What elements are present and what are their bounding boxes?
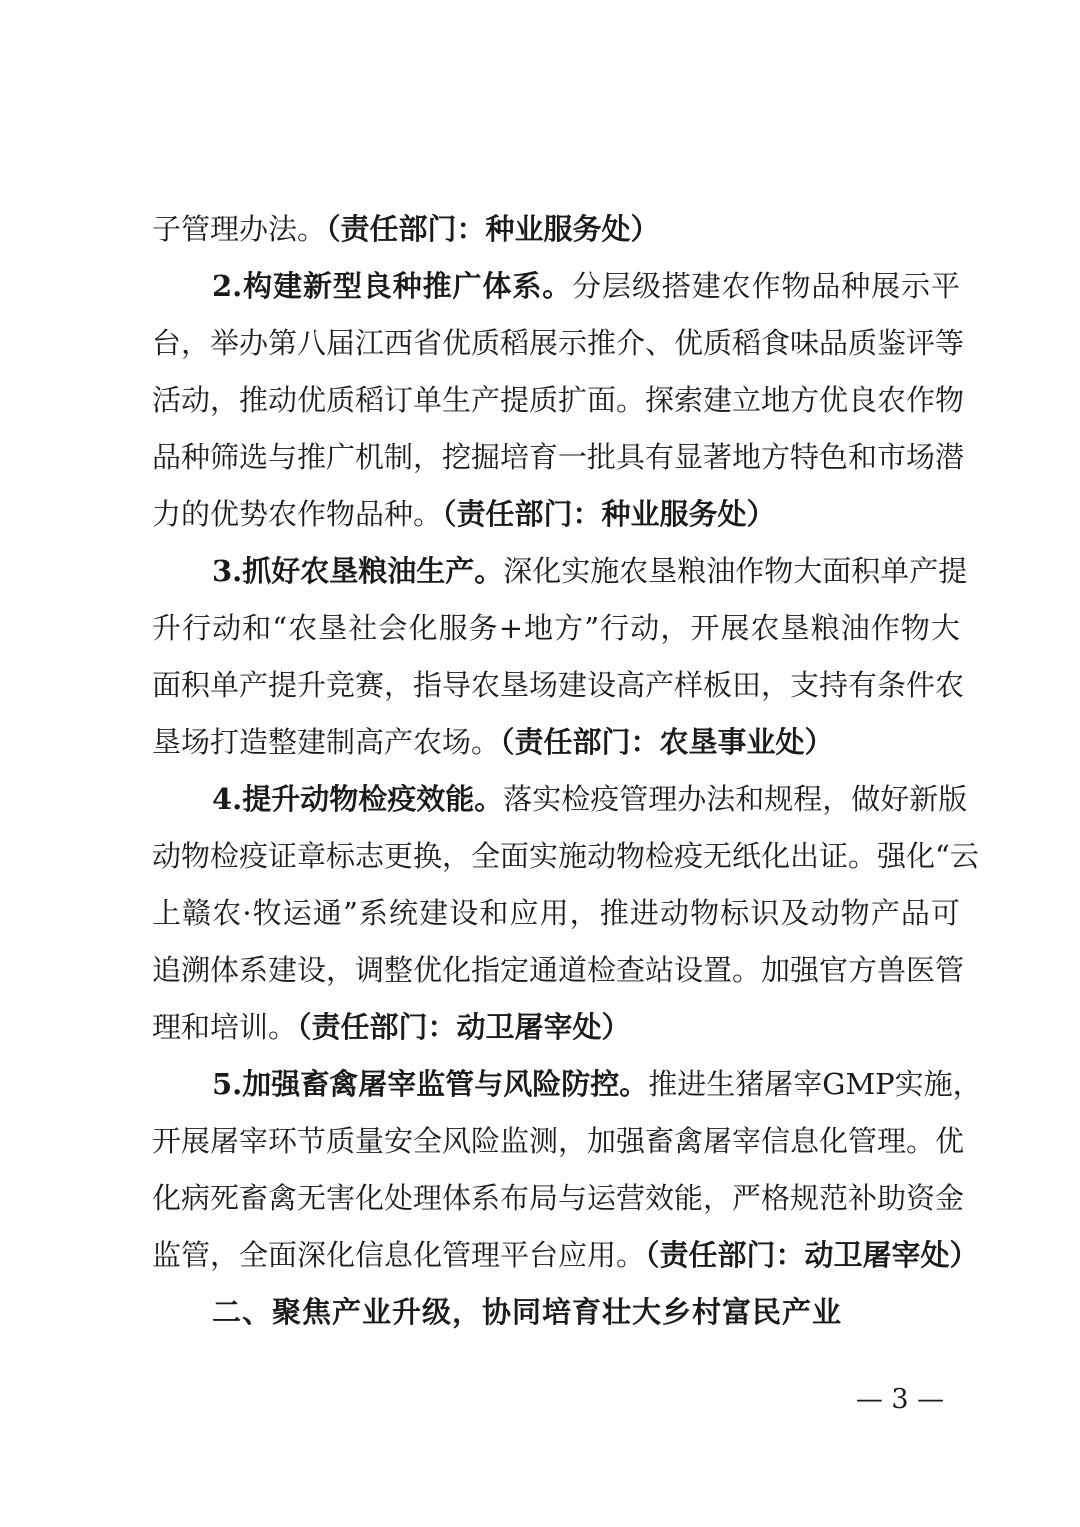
line-text: 活动，推动优质稻订单生产提质扩面。探索建立地方优良农作物	[152, 383, 965, 417]
line-text: 面积单产提升竞赛，指导农垦场建设高产样板田，支持有条件农	[152, 668, 965, 702]
paragraph-line	[212, 1064, 982, 1104]
paragraph-line	[152, 893, 960, 933]
paragraph-line	[152, 608, 960, 648]
paragraph-line	[212, 266, 960, 306]
paragraph-line	[152, 1007, 960, 1047]
item-title: 5.加强畜禽屠宰监管与风险防控。	[212, 1067, 649, 1101]
line-text: 力的优势农作物品种。	[152, 497, 443, 531]
line-text: 品种筛选与推广机制，挖掘培育一批具有显著地方特色和市场潜	[152, 440, 965, 474]
line-text: 开展屠宰环节质量安全风险监测，加强畜禽屠宰信息化管理。优	[152, 1124, 965, 1158]
paragraph-line	[152, 950, 965, 990]
line-text: 深化实施农垦粮油作物大面积单产提	[503, 554, 968, 588]
paragraph-line	[152, 1235, 979, 1275]
paragraph-line	[152, 1121, 965, 1161]
paragraph-line	[152, 437, 965, 477]
item-title: 3.抓好农垦粮油生产。	[212, 554, 504, 588]
responsible-department: （责任部门：动卫屠宰处）	[297, 1010, 631, 1044]
responsible-department: （责任部门：动卫屠宰处）	[645, 1238, 979, 1272]
line-text: 升行动和“农垦社会化服务+地方”行动，开展农垦粮油作物大	[152, 611, 960, 645]
paragraph-line	[152, 380, 965, 420]
paragraph-line	[152, 1178, 965, 1218]
responsible-department: （责任部门：种业服务处）	[326, 212, 660, 246]
item-title: 2.构建新型良种推广体系。	[212, 269, 573, 303]
page-number: — 3 —	[855, 1384, 945, 1415]
section-heading: 二、聚焦产业升级，协同培育壮大乡村富民产业	[212, 1295, 843, 1329]
paragraph-line	[152, 836, 979, 876]
paragraph-line	[152, 209, 960, 249]
line-text: 化病死畜禽无害化处理体系布局与运营效能，严格规范补助资金	[152, 1181, 965, 1215]
paragraph-line	[152, 323, 965, 363]
paragraph-line	[152, 665, 965, 705]
line-text: 垦场打造整建制高产农场。	[152, 725, 501, 759]
line-text: 推进生猪屠宰GMP实施，	[648, 1067, 982, 1101]
item-title: 4.提升动物检疫效能。	[212, 782, 504, 816]
line-text: 上赣农·牧运通”系统建设和应用，推进动物标识及动物产品可	[152, 896, 960, 930]
line-text: 监管，全面深化信息化管理平台应用。	[152, 1238, 646, 1272]
paragraph-line	[212, 779, 968, 819]
responsible-department: （责任部门：种业服务处）	[442, 497, 776, 531]
line-text: 台，举办第八届江西省优质稻展示推介、优质稻食味品质鉴评等	[152, 326, 965, 360]
line-text: 落实检疫管理办法和规程，做好新版	[503, 782, 968, 816]
line-text: 分层级搭建农作物品种展示平	[572, 269, 960, 303]
line-text: 子管理办法。	[152, 212, 327, 246]
line-text: 追溯体系建设，调整优化指定通道检查站设置。加强官方兽医管	[152, 953, 965, 987]
paragraph-line	[152, 722, 960, 762]
line-text: 理和培训。	[152, 1010, 298, 1044]
paragraph-line	[152, 494, 960, 534]
line-text: 动物检疫证章标志更换，全面实施动物检疫无纸化出证。强化“云	[152, 839, 979, 873]
paragraph-line	[212, 551, 968, 591]
responsible-department: （责任部门：农垦事业处）	[500, 725, 834, 759]
